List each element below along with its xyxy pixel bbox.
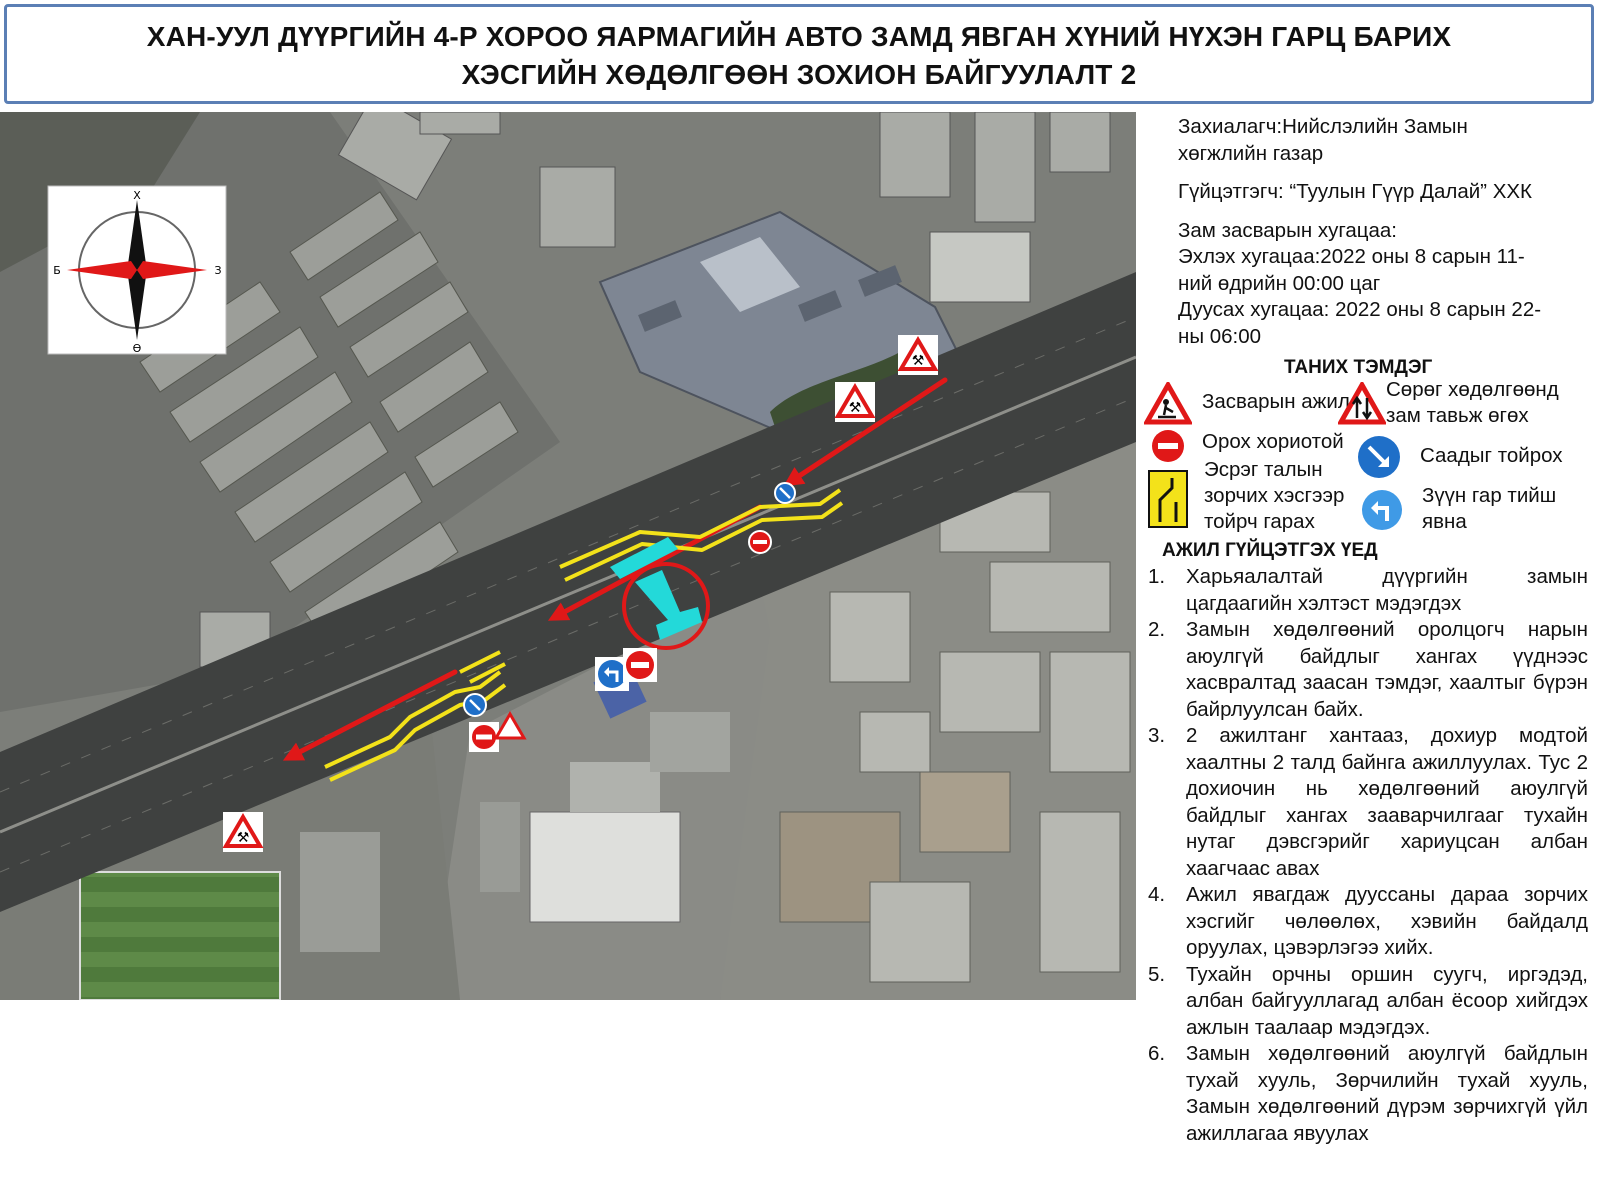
start-line-1: Эхлэх хугацаа:2022 оны 8 сарын 11- bbox=[1178, 245, 1525, 268]
period-label: Зам засварын хугацаа: bbox=[1178, 218, 1398, 242]
title-banner bbox=[4, 4, 1594, 104]
instruction-list bbox=[1148, 564, 1588, 1147]
svg-text:⚒: ⚒ bbox=[236, 830, 250, 846]
no-entry-sign-icon bbox=[1150, 428, 1186, 464]
map-sign-no-entry-1 bbox=[749, 531, 771, 553]
turn-left-sign-icon bbox=[1360, 488, 1404, 532]
map-sign-no-entry-2 bbox=[623, 648, 657, 682]
title-line-2: ХЭСГИЙН ХӨДӨЛГӨӨН ЗОХИОН БАЙГУУЛАЛТ 2 bbox=[461, 59, 1137, 90]
project-info bbox=[1178, 114, 1590, 350]
legend-title: ТАНИХ ТЭМДЭГ bbox=[1284, 357, 1433, 378]
legend-detour-line-1: Эсрэг талын bbox=[1204, 458, 1323, 481]
keep-right-sign-icon bbox=[1356, 434, 1402, 480]
work-instructions-title: АЖИЛ ГҮЙЦЭТГЭХ ҮЕД bbox=[1162, 540, 1378, 561]
map-sign-roadwork-3 bbox=[223, 812, 263, 852]
roadwork-sign-icon bbox=[1144, 382, 1192, 426]
legend-detour-line-3: тойрч гарах bbox=[1204, 510, 1315, 533]
instruction-item: 2. Замын хөдөлгөөний оролцогч нарын аюулгүй байдлыг хангах үүднээс хасвралтад заасан тэмдэг, хаалтыг бүрэн байрлуулсан байх. bbox=[1148, 618, 1588, 721]
client-line-2: хөгжлийн газар bbox=[1178, 141, 1324, 165]
legend-two-way-line-2: зам тавьж өгөх bbox=[1386, 404, 1529, 427]
end-line-1: Дуусах хугацаа: 2022 оны 8 сарын 22- bbox=[1178, 298, 1542, 321]
map-sign-roadwork-2 bbox=[835, 382, 875, 422]
instruction-item: 6. Замын хөдөлгөөний аюулгүй байдлын тухай хууль, Зөрчилийн тухай хууль, Замын хөдөлгөөний дүрэм зөрчихгүй үйл ажиллагаа явуулах bbox=[1148, 1042, 1588, 1145]
start-line-2: ний өдрийн 00:00 цаг bbox=[1178, 271, 1381, 295]
instruction-item: 3. 2 ажилтанг хантааз, дохиур модтой хаалтны 2 талд байнга ажиллуулах. Тус 2 дохиочин нь хөдөлгөөний аюулгүй байдлыг хангах зааварчилгааг тухайн нутаг дэвсгэрийг хариуцсан албан хаагчаас авах bbox=[1148, 724, 1588, 880]
legend-turn-left-line-1: Зүүн гар тийш bbox=[1422, 484, 1557, 507]
legend-roadwork-label: Засварын ажил bbox=[1202, 390, 1350, 413]
detour-lane-sign-icon bbox=[1148, 470, 1188, 528]
legend-two-way-line-1: Сөрөг хөдөлгөөнд bbox=[1386, 378, 1559, 401]
svg-text:⚒: ⚒ bbox=[911, 353, 925, 369]
legend-detour-line-2: зорчих хэсгээр bbox=[1204, 484, 1345, 507]
compass-west-label: Б bbox=[53, 264, 61, 277]
legend-turn-left-line-2: явна bbox=[1422, 510, 1467, 533]
map-sign-keep-right-1 bbox=[775, 483, 795, 503]
instruction-item: 1. Харьяалалтай дүүргийн замын цагдаагийн хэлтэст мэдэгдэх bbox=[1148, 565, 1588, 615]
instruction-item: 4. Ажил явагдаж дууссаны дараа зорчих хэсгийг чөлөөлөх, хэвийн байдалд оруулах, цэвэрлэгээ хийх. bbox=[1148, 883, 1588, 959]
compass-north-label: Х bbox=[133, 189, 141, 202]
title-line-1: ХАН-УУЛ ДҮҮРГИЙН 4-Р ХОРОО ЯАРМАГИЙН АВТО ЗАМД ЯВГАН ХҮНИЙ НҮХЭН ГАРЦ БАРИХ bbox=[146, 21, 1452, 52]
end-line-2: ны 06:00 bbox=[1178, 324, 1262, 348]
satellite-map bbox=[0, 112, 1136, 1000]
legend-keep-right-label: Саадыг тойрох bbox=[1420, 444, 1563, 467]
contractor: Гүйцэтгэгч: “Туулын Гүүр Далай” ХХК bbox=[1178, 180, 1532, 203]
compass-south-label: Ө bbox=[132, 342, 142, 355]
client-line-1: Захиалагч:Нийслэлийн Замын bbox=[1178, 115, 1468, 138]
instruction-item: 5. Тухайн орчны оршин суугч, иргэдэд, албан байгууллагад албан ёсоор хийгдэх ажлын таалаар мэдэгдэх. bbox=[1148, 962, 1588, 1039]
compass-east-label: З bbox=[214, 264, 222, 277]
compass-rose bbox=[48, 186, 226, 355]
map-sign-keep-right-2 bbox=[464, 694, 486, 716]
legend bbox=[1140, 354, 1600, 554]
svg-text:⚒: ⚒ bbox=[848, 400, 862, 416]
two-way-traffic-sign-icon bbox=[1338, 382, 1386, 426]
legend-no-entry-label: Орох хориотой bbox=[1202, 430, 1344, 453]
map-sign-roadwork-1 bbox=[898, 335, 938, 375]
map-sign-no-entry-3 bbox=[469, 722, 499, 752]
work-instructions bbox=[1148, 540, 1588, 1147]
